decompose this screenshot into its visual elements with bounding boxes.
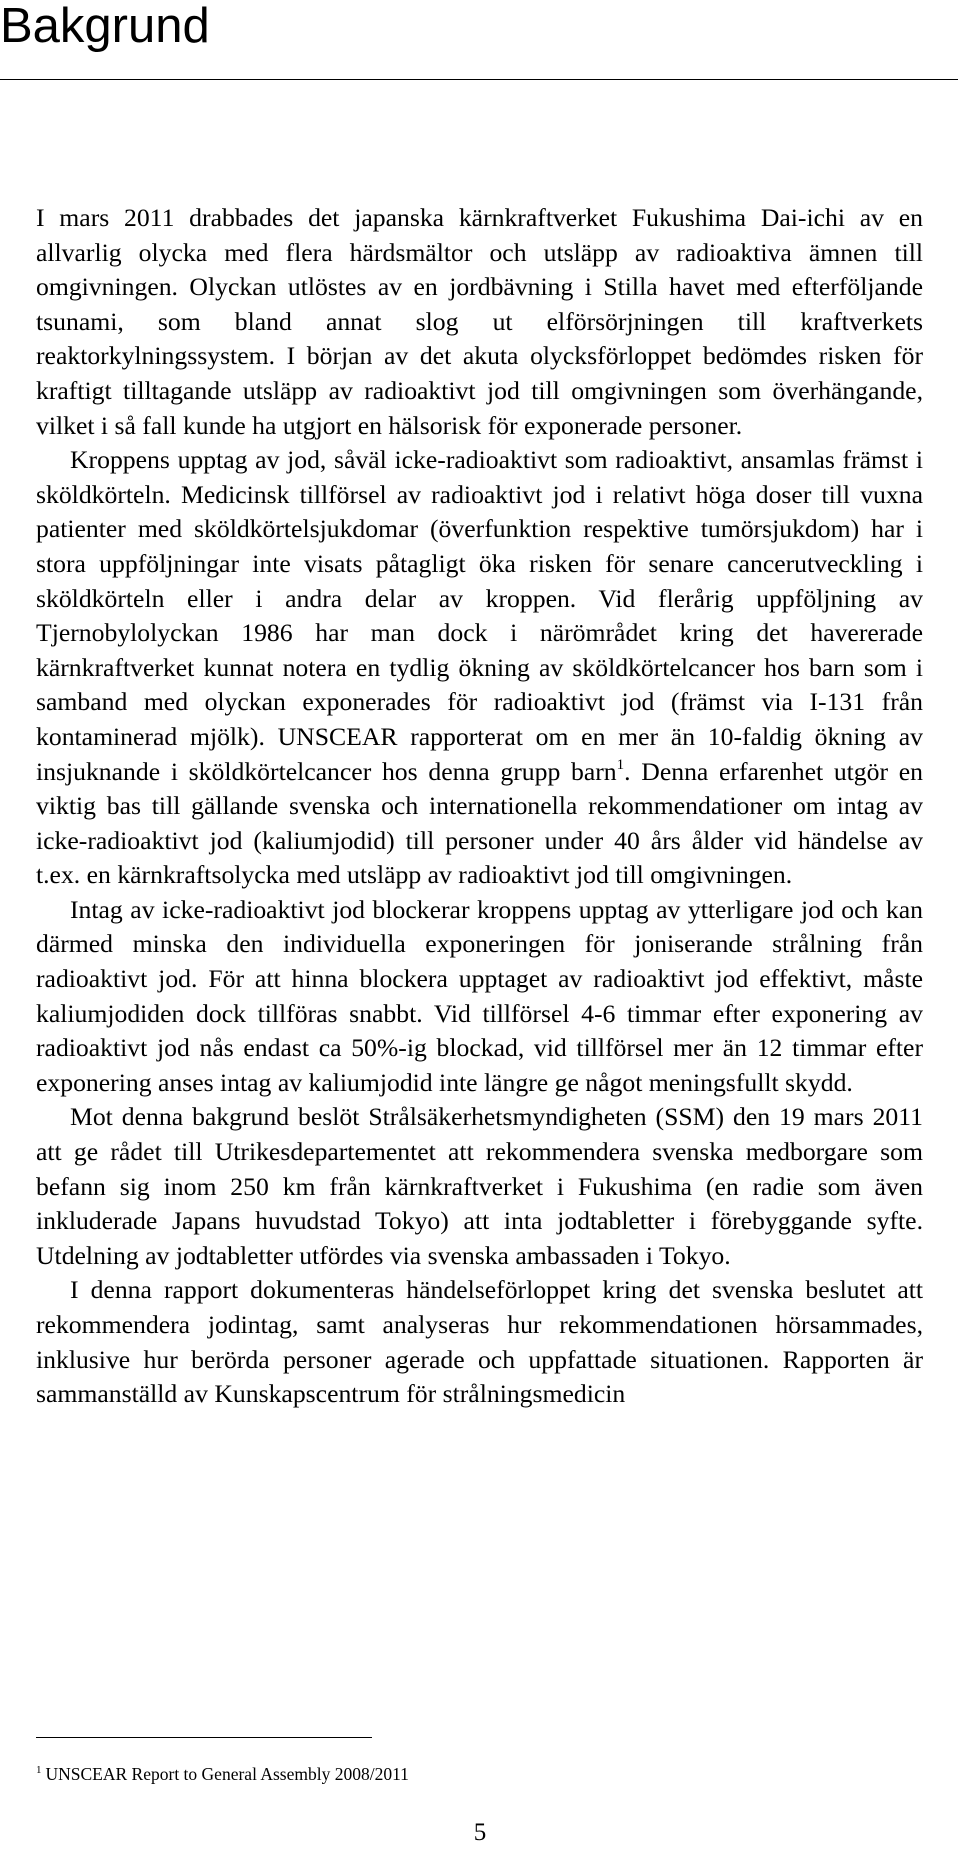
paragraph-1: I mars 2011 drabbades det japanska kärnkraftverket Fukushima Dai-ichi av en allvarlig olycka med flera härdsmältor och utsläpp av radioaktiva ämnen till omgivningen. Olyckan utlöstes av en jordbävning i Stilla havet med efterföljande tsunami, som bland annat slog ut elförsörjningen till kraftverkets reaktorkylningssystem. I början av det akuta olycksförloppet bedömdes risken för kraftigt tilltagande utsläpp av radioaktivt jod till omgivningen som överhängande, vilket i så fall kunde ha utgjort en hälsorisk för exponerade personer. (36, 203, 923, 440)
paragraph-5: I denna rapport dokumenteras händelseförloppet kring det svenska beslutet att rekommendera jodintag, samt analyseras hur rekommendationen hörsammades, inklusive hur berörda personer agerade och uppfattade situationen. Rapporten är sammanställd av Kunskapscentrum för strålningsmedicin (36, 1275, 923, 1409)
footnote-separator (36, 1737, 372, 1738)
paragraph-4: Mot denna bakgrund beslöt Strålsäkerhetsmyndigheten (SSM) den 19 mars 2011 att ge rådet till Utrikesdepartementet att rekommendera svenska medborgare som befann sig inom 250 km från kärnkraftverket i Fukushima (en radie som även inkluderade Japans huvudstad Tokyo) att inta jodtabletter i förebyggande syfte. Utdelning av jodtabletter utfördes via svenska ambassaden i Tokyo. (36, 1102, 923, 1270)
body-text (36, 201, 923, 1412)
paragraph-2 (36, 443, 923, 893)
paragraph-2-text: Kroppens upptag av jod, såväl icke-radioaktivt som radioaktivt, ansamlas främst i sköldkörteln. Medicinsk tillförsel av radioaktivt jod i relativt höga doser till vuxna patienter med sköldkörtelsjukdomar (överfunktion respektive tumörsjukdom) har i stora uppföljningar inte visats påtagligt öka risken för senare cancerutveckling i sköldkörteln eller i andra delar av kroppen. Vid flerårig uppföljning av Tjernobylolyckan 1986 har man dock i närömrådet kring det havererade kärnkraftverket kunnat notera en tydlig ökning av sköldkörtelcancer hos barn som i samband med olyckan exponerades för radioaktivt jod (främst via I-131 från kontaminerad mjölk). UNSCEAR rapporterat om en mer än 10-faldig ökning av insjuknande i sköldkörtelcancer hos denna grupp barn (36, 445, 923, 786)
paragraph-2-text-continued: . Denna erfarenhet utgör en viktig bas till gällande svenska och internationella rekommendationer om intag av icke-radioaktivt jod (kaliumjodid) till personer under 40 års ålder vid händelse av t.ex. en kärnkraftsolycka med utsläpp av radioaktivt jod till omgivningen. (36, 756, 923, 890)
footnote-text: UNSCEAR Report to General Assembly 2008/2011 (45, 1764, 409, 1784)
heading-rule (0, 79, 958, 80)
page-number: 5 (473, 1819, 487, 1846)
footnote-reference[interactable]: 1 (616, 756, 625, 773)
section-heading: Bakgrund (0, 0, 210, 53)
footnote-marker: 1 (36, 1764, 42, 1776)
footnote (36, 1763, 409, 1785)
paragraph-3: Intag av icke-radioaktivt jod blockerar kroppens upptag av ytterligare jod och kan därmed minska den individuella exponeringen för joniserande strålning från radioaktivt jod. För att hinna blockera upptaget av radioaktivt jod effektivt, måste kaliumjodiden dock tillföras snabbt. Vid tillförsel 4-6 timmar efter exponering av radioaktivt jod nås endast ca 50%-ig blockad, vid tillförsel mer än 12 timmar efter exponering anses intag av kaliumjodid inte längre ge något meningsfullt skydd. (36, 894, 923, 1097)
